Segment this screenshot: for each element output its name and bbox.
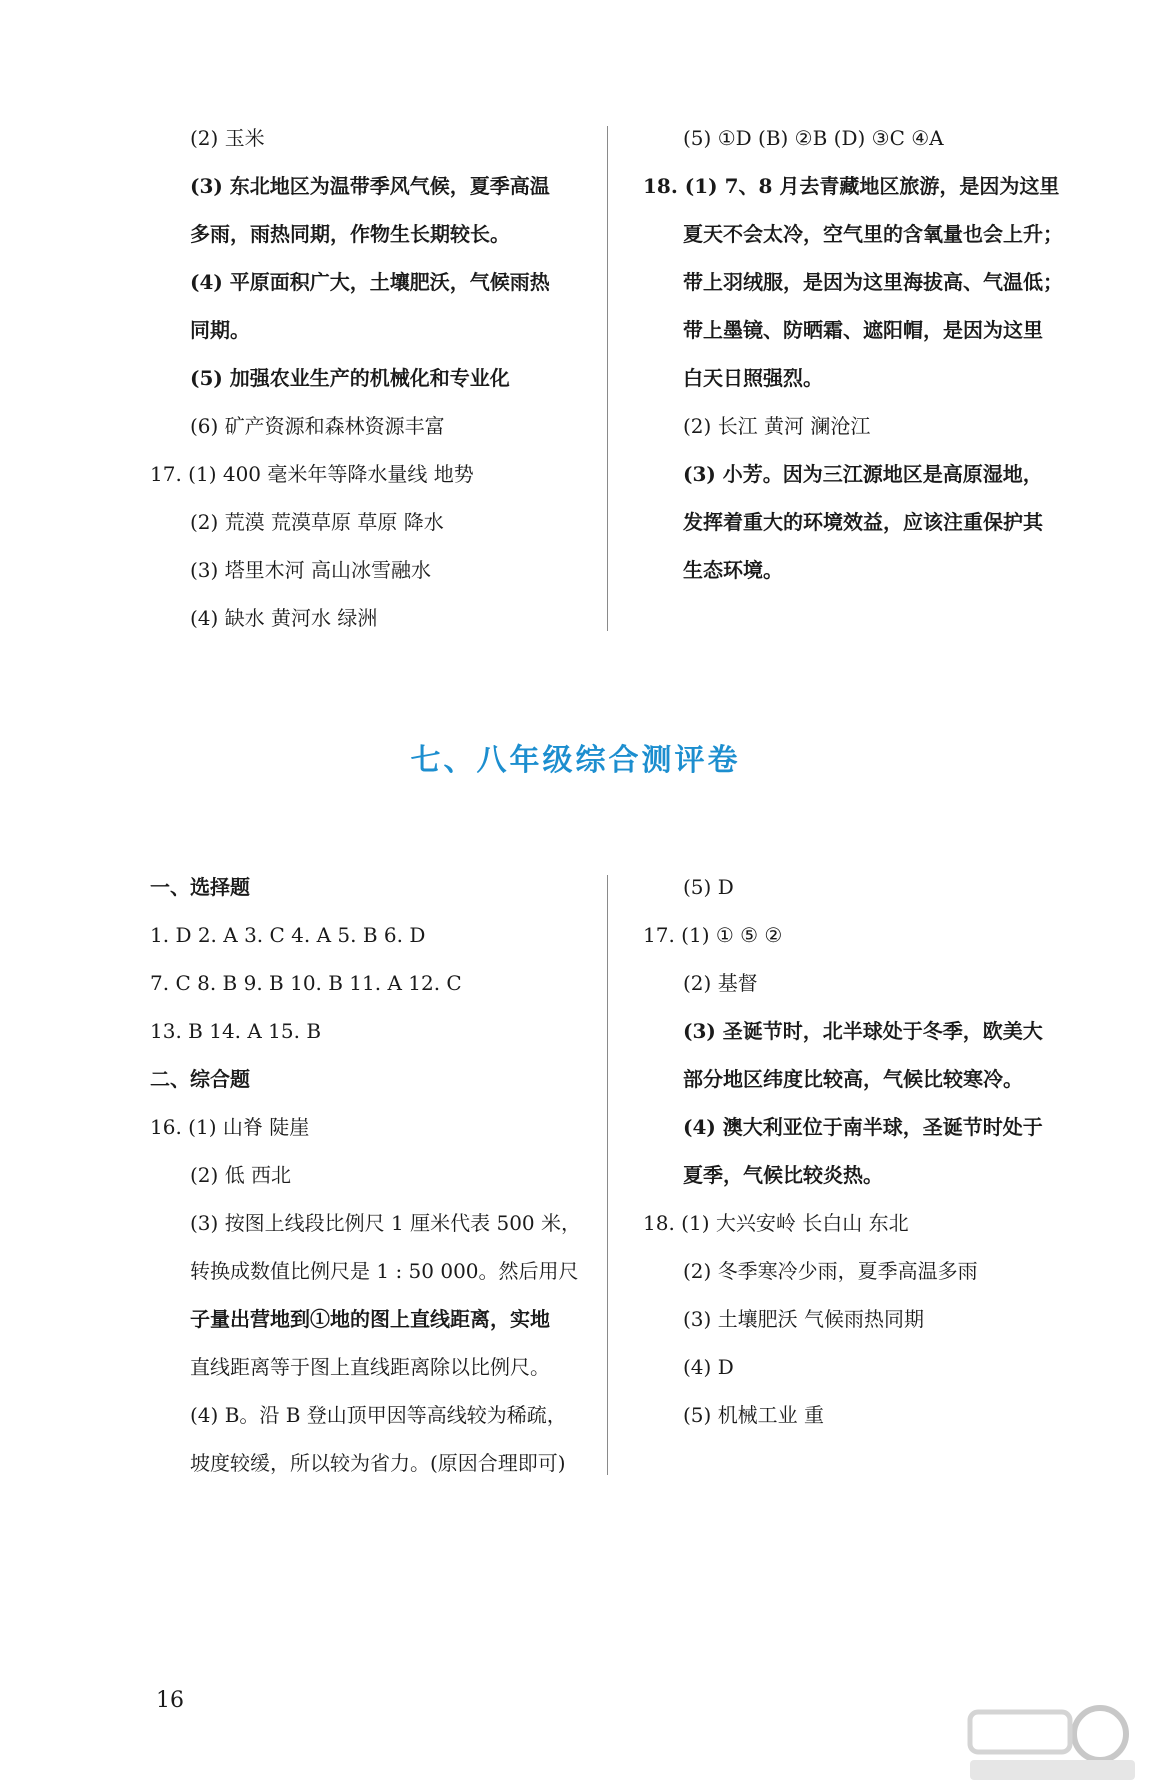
answer-line: 直线距离等于图上直线距离除以比例尺。 [190, 1355, 550, 1379]
answer-line: 发挥着重大的环境效益，应该注重保护其 [683, 510, 1043, 534]
answer-line: 坡度较缓，所以较为省力。(原因合理即可) [190, 1451, 566, 1475]
answer-line: (3) 土壤肥沃 气候雨热同期 [683, 1307, 925, 1331]
answer-line: 子量出营地到①地的图上直线距离，实地 [190, 1307, 550, 1331]
answer-line: 带上墨镜、防晒霜、遮阳帽，是因为这里 [683, 318, 1043, 342]
answer-line: (4) 澳大利亚位于南半球，圣诞节时处于 [683, 1115, 1043, 1139]
answer-line: (2) 荒漠 荒漠草原 草原 降水 [190, 510, 444, 534]
answer-line: (2) 长江 黄河 澜沧江 [683, 414, 871, 438]
answer-line: 7. C 8. B 9. B 10. B 11. A 12. C [150, 971, 462, 995]
answer-line: (5) 机械工业 重 [683, 1403, 825, 1427]
answer-line: (5) ①D (B) ②B (D) ③C ④A [683, 126, 944, 150]
answer-line: (2) 低 西北 [190, 1163, 292, 1187]
answer-line: (2) 基督 [683, 971, 758, 995]
answer-line: 夏季，气候比较炎热。 [683, 1163, 883, 1187]
answer-line: (2) 冬季寒冷少雨，夏季高温多雨 [683, 1259, 978, 1283]
answer-line: 夏天不会太冷，空气里的含氧量也会上升； [683, 222, 1063, 246]
answer-line: (3) 按图上线段比例尺 1 厘米代表 500 米， [190, 1211, 582, 1235]
answer-line: 转换成数值比例尺是 1 : 50 000。然后用尺 [190, 1259, 579, 1283]
answer-line: 18. (1) 7、8 月去青藏地区旅游，是因为这里 [643, 174, 1060, 198]
answer-line: 带上羽绒服，是因为这里海拔高、气温低； [683, 270, 1063, 294]
answer-line: (4) 平原面积广大，土壤肥沃，气候雨热 [190, 270, 550, 294]
column-divider [607, 126, 608, 631]
answer-line: 13. B 14. A 15. B [150, 1019, 322, 1043]
answer-line: (4) 缺水 黄河水 绿洲 [190, 606, 378, 630]
answer-line: 白天日照强烈。 [683, 366, 823, 390]
page-number: 16 [156, 1688, 184, 1713]
answer-line: 17. (1) ① ⑤ ② [643, 923, 783, 947]
answer-line: 1. D 2. A 3. C 4. A 5. B 6. D [150, 923, 426, 947]
answer-line: (4) D [683, 1355, 734, 1379]
answer-line: 16. (1) 山脊 陡崖 [150, 1115, 310, 1139]
answer-line: (5) 加强农业生产的机械化和专业化 [190, 366, 510, 390]
answer-line: 多雨，雨热同期，作物生长期较长。 [190, 222, 510, 246]
answer-line: (3) 圣诞节时，北半球处于冬季，欧美大 [683, 1019, 1043, 1043]
answer-line: (5) D [683, 875, 734, 899]
column-divider [607, 875, 608, 1475]
section-title: 七、八年级综合测评卷 [410, 743, 741, 778]
answer-line: (2) 玉米 [190, 126, 265, 150]
answer-line: (3) 小芳。因为三江源地区是高原湿地， [683, 462, 1043, 486]
answer-line: 18. (1) 大兴安岭 长白山 东北 [643, 1211, 909, 1235]
answer-line: (3) 东北地区为温带季风气候，夏季高温 [190, 174, 550, 198]
answer-line: 同期。 [190, 318, 250, 342]
watermark-logo-icon [960, 1696, 1140, 1786]
answer-line: 17. (1) 400 毫米年等降水量线 地势 [150, 462, 474, 486]
answer-line: (4) B。沿 B 登山顶甲因等高线较为稀疏， [190, 1403, 567, 1427]
answer-line: (3) 塔里木河 高山冰雪融水 [190, 558, 432, 582]
section-label: 一、选择题 [150, 875, 250, 899]
section-label: 二、综合题 [150, 1067, 250, 1091]
answer-line: 生态环境。 [683, 558, 783, 582]
answer-line: (6) 矿产资源和森林资源丰富 [190, 414, 445, 438]
answer-line: 部分地区纬度比较高，气候比较寒冷。 [683, 1067, 1023, 1091]
